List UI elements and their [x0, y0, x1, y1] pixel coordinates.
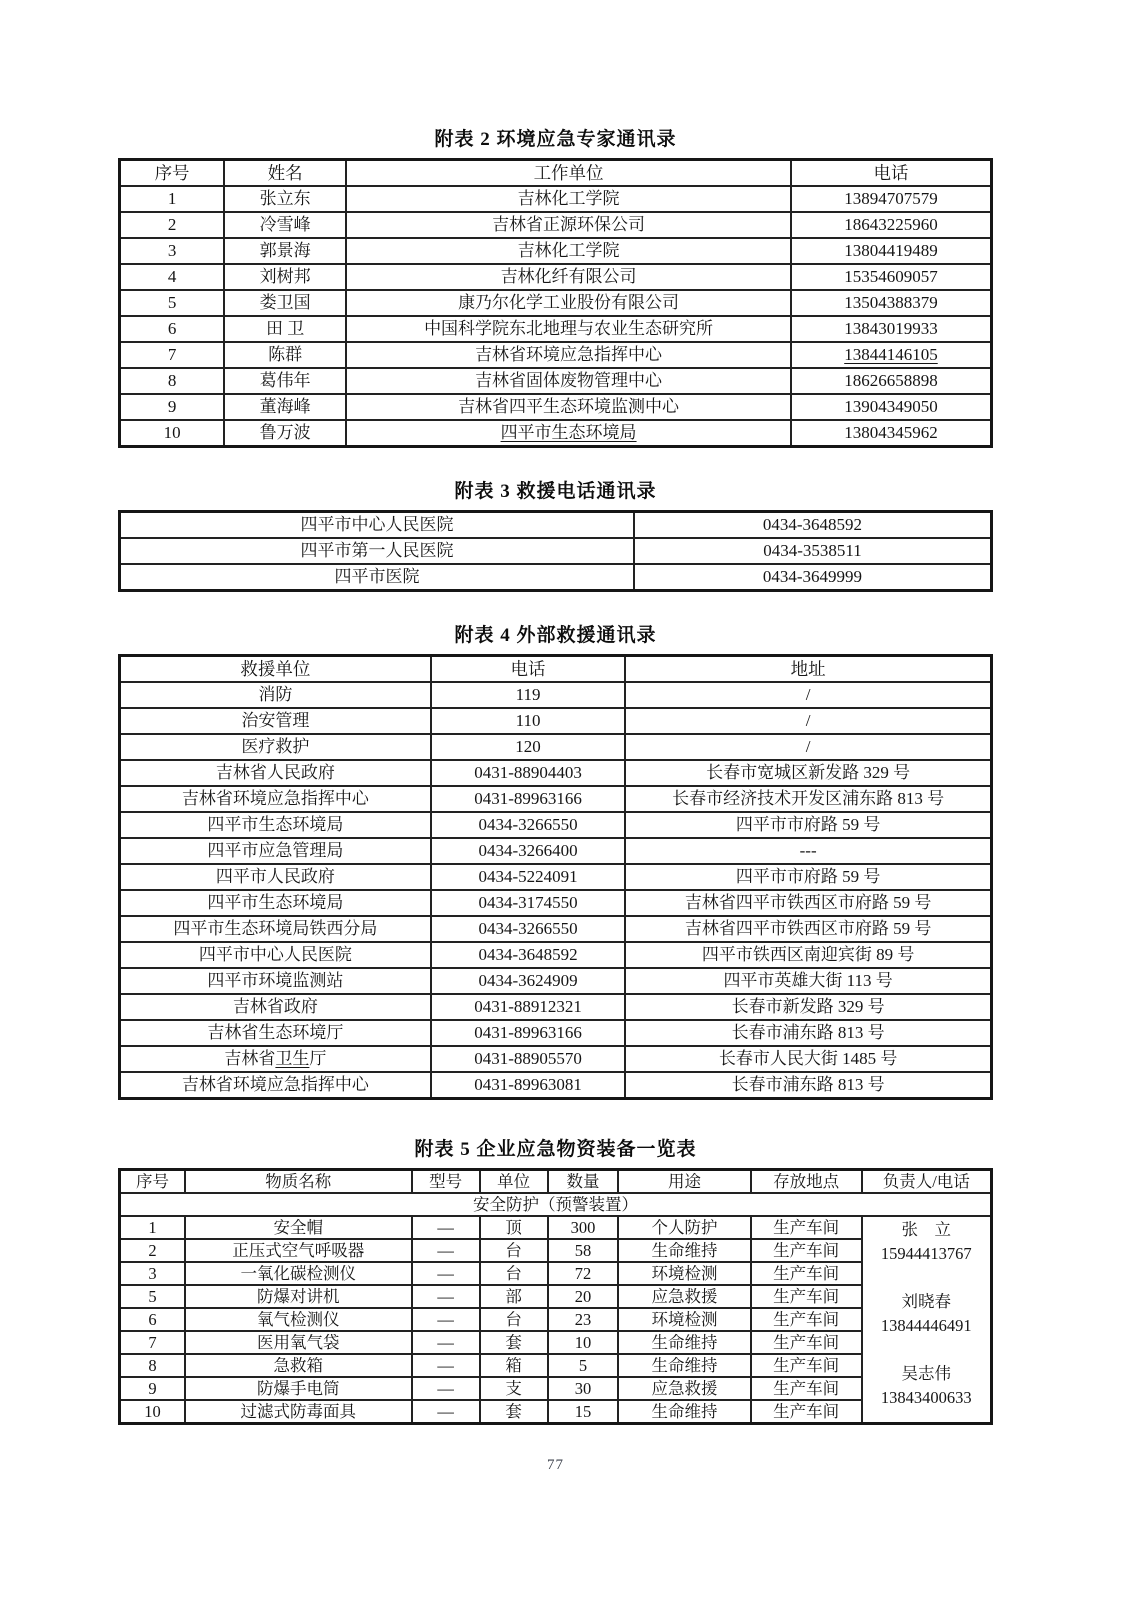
table2-block	[118, 128, 993, 448]
table-cell: 6	[120, 316, 225, 342]
table-cell: 0434-3649999	[634, 564, 992, 591]
table-cell: 生命维持	[618, 1331, 751, 1354]
table-cell: 台	[480, 1262, 548, 1285]
table-cell: 四平市医院	[120, 564, 634, 591]
col-header-index: 序号	[120, 1170, 185, 1194]
table-cell: 0431-88912321	[431, 994, 625, 1020]
table-cell: 四平市铁西区南迎宾街 89 号	[625, 942, 991, 968]
table-cell: 0434-3648592	[634, 512, 992, 539]
table-cell: 刘树邦	[224, 264, 346, 290]
table-cell: 四平市生态环境局	[346, 420, 791, 447]
table-cell: —	[412, 1377, 480, 1400]
table-cell: 0434-3174550	[431, 890, 625, 916]
table-cell: 吉林省政府	[120, 994, 431, 1020]
responsible-line: 13844446491	[880, 1316, 972, 1335]
table-cell: 台	[480, 1239, 548, 1262]
table-cell: 部	[480, 1285, 548, 1308]
table-row	[120, 734, 992, 760]
table-cell: 套	[480, 1331, 548, 1354]
col-header-phone: 电话	[431, 656, 625, 683]
table-cell: 10	[120, 1400, 185, 1424]
table-row	[120, 942, 992, 968]
table-cell: 10	[548, 1331, 619, 1354]
table-cell: 110	[431, 708, 625, 734]
table-row	[120, 238, 992, 264]
table-cell: 陈群	[224, 342, 346, 368]
table-cell: 0434-3266400	[431, 838, 625, 864]
col-header-material: 物质名称	[185, 1170, 412, 1194]
table3-block	[118, 480, 993, 592]
table-cell: 四平市人民政府	[120, 864, 431, 890]
table-row	[120, 1046, 992, 1072]
table-cell: ---	[625, 838, 991, 864]
table-cell: 吉林省四平市铁西区市府路 59 号	[625, 916, 991, 942]
table-cell: 72	[548, 1262, 619, 1285]
table-cell: 生产车间	[751, 1331, 862, 1354]
table-row	[120, 708, 992, 734]
table-cell: 119	[431, 682, 625, 708]
table-cell: 长春市人民大街 1485 号	[625, 1046, 991, 1072]
table-cell: 20	[548, 1285, 619, 1308]
table-cell: 四平市市府路 59 号	[625, 864, 991, 890]
table-cell: 长春市浦东路 813 号	[625, 1020, 991, 1046]
table-cell: 1	[120, 1216, 185, 1239]
table-cell: 0431-89963166	[431, 786, 625, 812]
table-row	[120, 838, 992, 864]
table-cell: 0434-3266550	[431, 812, 625, 838]
table-cell: 300	[548, 1216, 619, 1239]
table-cell: 9	[120, 394, 225, 420]
table-cell: 3	[120, 1262, 185, 1285]
table-cell: 0434-3624909	[431, 968, 625, 994]
col-header-address: 地址	[625, 656, 991, 683]
table-cell: 顶	[480, 1216, 548, 1239]
table-cell: 3	[120, 238, 225, 264]
table-cell: 1	[120, 186, 225, 212]
table-cell: 2	[120, 212, 225, 238]
table-cell: 吉林省四平市铁西区市府路 59 号	[625, 890, 991, 916]
table-row	[120, 316, 992, 342]
table-cell: 四平市环境监测站	[120, 968, 431, 994]
table-cell: 吉林省正源环保公司	[346, 212, 791, 238]
table-row	[120, 212, 992, 238]
col-header-location: 存放地点	[751, 1170, 862, 1194]
table-row	[120, 1354, 992, 1377]
table-cell: 四平市市府路 59 号	[625, 812, 991, 838]
table-cell: 田 卫	[224, 316, 346, 342]
table-row	[120, 812, 992, 838]
col-header-rescue-unit: 救援单位	[120, 656, 431, 683]
table-cell: 消防	[120, 682, 431, 708]
table-cell: 生产车间	[751, 1400, 862, 1424]
col-header-name: 姓名	[224, 160, 346, 187]
table2-experts-directory	[118, 158, 993, 448]
table-row	[120, 1308, 992, 1331]
table-row	[120, 512, 992, 539]
table-cell: 18626658898	[791, 368, 992, 394]
responsible-line: 张 立	[901, 1220, 952, 1239]
table4-title: 附表 4 外部救援通讯录	[454, 625, 657, 646]
table-cell: 8	[120, 1354, 185, 1377]
responsible-line: 吴志伟	[901, 1364, 952, 1383]
table-cell: 0431-89963081	[431, 1072, 625, 1099]
table2-title: 附表 2 环境应急专家通讯录	[434, 129, 677, 150]
table-cell: 13894707579	[791, 186, 992, 212]
table-row	[120, 564, 992, 591]
table-cell: 10	[120, 420, 225, 447]
table-cell: 吉林省环境应急指挥中心	[346, 342, 791, 368]
table-row	[120, 1285, 992, 1308]
table-cell: 郭景海	[224, 238, 346, 264]
col-header-index: 序号	[120, 160, 225, 187]
table-row	[120, 186, 992, 212]
table-cell: 防爆手电筒	[185, 1377, 412, 1400]
table-cell: 13804345962	[791, 420, 992, 447]
table-row	[120, 994, 992, 1020]
table-cell: 一氧化碳检测仪	[185, 1262, 412, 1285]
col-header-model: 型号	[412, 1170, 480, 1194]
table-cell: 生命维持	[618, 1239, 751, 1262]
table4-external-rescue-directory	[118, 654, 993, 1100]
table-row	[120, 968, 992, 994]
table-row	[120, 1239, 992, 1262]
table5-block	[118, 1138, 993, 1425]
table-cell: 吉林省人民政府	[120, 760, 431, 786]
table-row	[120, 1400, 992, 1424]
table-row	[120, 1072, 992, 1099]
table-cell: 4	[120, 264, 225, 290]
table-cell: 0431-88904403	[431, 760, 625, 786]
table-cell: 长春市经济技术开发区浦东路 813 号	[625, 786, 991, 812]
table-row	[120, 864, 992, 890]
table-cell: 15354609057	[791, 264, 992, 290]
table-row	[120, 394, 992, 420]
table-cell: 应急救援	[618, 1377, 751, 1400]
table-cell: 台	[480, 1308, 548, 1331]
table-cell: 四平市生态环境局	[120, 890, 431, 916]
table-cell: 生命维持	[618, 1400, 751, 1424]
table-cell: 0434-5224091	[431, 864, 625, 890]
table-cell: 吉林省环境应急指挥中心	[120, 786, 431, 812]
table-cell: 吉林省固体废物管理中心	[346, 368, 791, 394]
table-cell: 0434-3266550	[431, 916, 625, 942]
table-cell: 13804419489	[791, 238, 992, 264]
table-cell: 生命维持	[618, 1354, 751, 1377]
col-header-unit: 单位	[480, 1170, 548, 1194]
table-cell: 吉林化纤有限公司	[346, 264, 791, 290]
table-cell: 生产车间	[751, 1262, 862, 1285]
table-cell: 吉林省卫生厅	[120, 1046, 431, 1072]
responsible-line	[865, 1266, 988, 1290]
table-cell: 娄卫国	[224, 290, 346, 316]
table-cell: 鲁万波	[224, 420, 346, 447]
table-cell: 6	[120, 1308, 185, 1331]
table-cell: 吉林省四平生态环境监测中心	[346, 394, 791, 420]
table-cell: 生产车间	[751, 1285, 862, 1308]
table-cell: 13904349050	[791, 394, 992, 420]
table-cell: —	[412, 1216, 480, 1239]
table-row	[120, 1377, 992, 1400]
table-cell: —	[412, 1331, 480, 1354]
table-cell: 环境检测	[618, 1308, 751, 1331]
table-cell: —	[412, 1354, 480, 1377]
table-row	[120, 682, 992, 708]
table-row	[120, 760, 992, 786]
table-cell: 5	[548, 1354, 619, 1377]
table-cell: 生产车间	[751, 1308, 862, 1331]
table-cell: 董海峰	[224, 394, 346, 420]
col-header-quantity: 数量	[548, 1170, 619, 1194]
table-cell: 治安管理	[120, 708, 431, 734]
responsible-line: 13843400633	[880, 1388, 972, 1407]
table-cell: 正压式空气呼吸器	[185, 1239, 412, 1262]
table-cell: 个人防护	[618, 1216, 751, 1239]
section-row	[120, 1193, 992, 1216]
table-cell: 生产车间	[751, 1377, 862, 1400]
responsible-line	[865, 1338, 988, 1362]
table4-block	[118, 624, 993, 1100]
table-cell: 5	[120, 1285, 185, 1308]
table-cell: 康乃尔化学工业股份有限公司	[346, 290, 791, 316]
table-cell: 支	[480, 1377, 548, 1400]
col-header-responsible: 负责人/电话	[862, 1170, 992, 1194]
table-row	[120, 1331, 992, 1354]
table-cell: 生产车间	[751, 1354, 862, 1377]
table-row	[120, 538, 992, 564]
table-cell: 四平市第一人民医院	[120, 538, 634, 564]
table-cell: 四平市英雄大街 113 号	[625, 968, 991, 994]
col-header-phone: 电话	[791, 160, 992, 187]
table-cell: 中国科学院东北地理与农业生态研究所	[346, 316, 791, 342]
table5-title: 附表 5 企业应急物资装备一览表	[414, 1139, 697, 1160]
table-cell: 30	[548, 1377, 619, 1400]
table-cell: 吉林化工学院	[346, 186, 791, 212]
table-row	[120, 420, 992, 447]
table-cell: 5	[120, 290, 225, 316]
table-cell: 9	[120, 1377, 185, 1400]
table-cell: 过滤式防毒面具	[185, 1400, 412, 1424]
table-cell: 四平市应急管理局	[120, 838, 431, 864]
table-cell: —	[412, 1400, 480, 1424]
table-cell: 安全帽	[185, 1216, 412, 1239]
table-cell: —	[412, 1285, 480, 1308]
table-cell: 长春市新发路 329 号	[625, 994, 991, 1020]
table-cell: 0431-89963166	[431, 1020, 625, 1046]
table-cell: 13844146105	[791, 342, 992, 368]
table-cell: 生产车间	[751, 1239, 862, 1262]
table-cell: 吉林化工学院	[346, 238, 791, 264]
table-cell: 13843019933	[791, 316, 992, 342]
table-cell: 医用氧气袋	[185, 1331, 412, 1354]
table-cell: /	[625, 734, 991, 760]
page-number: 77	[547, 1457, 564, 1473]
table-cell: 0431-88905570	[431, 1046, 625, 1072]
table-row	[120, 786, 992, 812]
table3-title: 附表 3 救援电话通讯录	[454, 481, 657, 502]
table-cell: —	[412, 1308, 480, 1331]
table-cell: 8	[120, 368, 225, 394]
table-cell: 58	[548, 1239, 619, 1262]
col-header-usage: 用途	[618, 1170, 751, 1194]
table-cell: 应急救援	[618, 1285, 751, 1308]
table-cell: 15	[548, 1400, 619, 1424]
table-header-row	[120, 656, 992, 683]
table-cell: 四平市生态环境局	[120, 812, 431, 838]
table-cell: 环境检测	[618, 1262, 751, 1285]
table-cell: 120	[431, 734, 625, 760]
table-cell: 2	[120, 1239, 185, 1262]
table-cell: 0434-3538511	[634, 538, 992, 564]
table-cell: 23	[548, 1308, 619, 1331]
table-cell: —	[412, 1239, 480, 1262]
table-cell: 葛伟年	[224, 368, 346, 394]
table-cell: 医疗救护	[120, 734, 431, 760]
table-cell: 吉林省环境应急指挥中心	[120, 1072, 431, 1099]
table-cell: 四平市中心人民医院	[120, 942, 431, 968]
table-cell: 急救箱	[185, 1354, 412, 1377]
table-cell: 氧气检测仪	[185, 1308, 412, 1331]
table-cell: 四平市中心人民医院	[120, 512, 634, 539]
table-cell: 箱	[480, 1354, 548, 1377]
table-row	[120, 890, 992, 916]
table-cell: 7	[120, 342, 225, 368]
table-cell: 生产车间	[751, 1216, 862, 1239]
table-cell: 7	[120, 1331, 185, 1354]
table-row	[120, 916, 992, 942]
table-row	[120, 342, 992, 368]
table-cell: 长春市宽城区新发路 329 号	[625, 760, 991, 786]
table-cell: /	[625, 682, 991, 708]
table-cell: 0434-3648592	[431, 942, 625, 968]
table-cell: /	[625, 708, 991, 734]
table-row	[120, 1216, 992, 1239]
table-row	[120, 368, 992, 394]
table-row	[120, 1020, 992, 1046]
table-header-row	[120, 160, 992, 187]
section-label: 安全防护（预警装置）	[120, 1193, 992, 1216]
table-header-row	[120, 1170, 992, 1194]
responsible-line: 刘晓春	[901, 1292, 952, 1311]
table-cell: 防爆对讲机	[185, 1285, 412, 1308]
table-cell: 冷雪峰	[224, 212, 346, 238]
table-cell: 套	[480, 1400, 548, 1424]
table-cell: 长春市浦东路 813 号	[625, 1072, 991, 1099]
table-cell: 吉林省生态环境厅	[120, 1020, 431, 1046]
table-cell: 四平市生态环境局铁西分局	[120, 916, 431, 942]
table5-emergency-supplies	[118, 1168, 993, 1425]
table-cell: 13504388379	[791, 290, 992, 316]
table-row	[120, 1262, 992, 1285]
table-cell: 18643225960	[791, 212, 992, 238]
table-row	[120, 264, 992, 290]
responsible-line: 15944413767	[880, 1244, 972, 1263]
responsible-contact-cell	[862, 1216, 992, 1424]
table3-rescue-phones	[118, 510, 993, 592]
table-cell: —	[412, 1262, 480, 1285]
table-row	[120, 290, 992, 316]
col-header-workunit: 工作单位	[346, 160, 791, 187]
table-cell: 张立东	[224, 186, 346, 212]
